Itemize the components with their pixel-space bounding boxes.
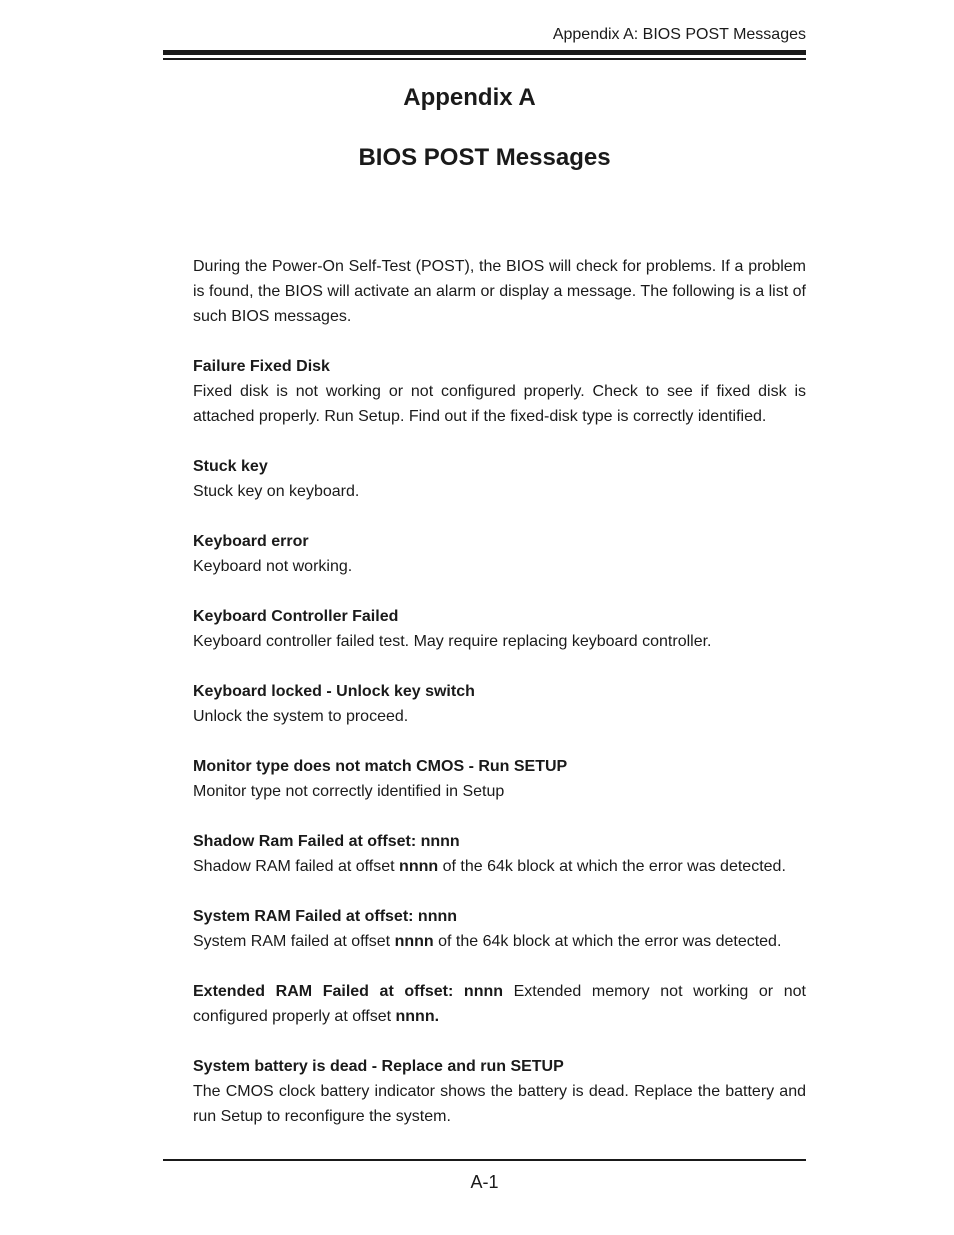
entry-description — [193, 929, 806, 954]
entry-title: Keyboard error — [193, 533, 309, 550]
header-rule-thick — [163, 50, 806, 55]
entry-description — [193, 979, 806, 1029]
entry-text-start: Extended memory not working or not configured properly at offset — [193, 983, 806, 1025]
entry-title: Failure Fixed Disk — [193, 358, 330, 375]
appendix-title: Appendix A — [403, 84, 536, 111]
chapter-title: BIOS POST Messages — [358, 144, 611, 171]
document-body — [193, 254, 806, 1154]
entry-system-ram — [193, 904, 806, 954]
entry-title: Keyboard locked - Unlock key switch — [193, 683, 475, 700]
entry-title: Keyboard Controller Failed — [193, 608, 399, 625]
entry-keyboard-locked — [193, 679, 806, 729]
entry-failure-fixed-disk — [193, 354, 806, 429]
intro-paragraph: During the Power-On Self-Test (POST), the BIOS will check for problems. If a problem is found, the BIOS will activate an alarm or display a message. The following is a list of such BIOS messages. — [193, 258, 806, 325]
entry-title: Monitor type does not match CMOS - Run SETUP — [193, 758, 568, 775]
entry-extended-ram — [193, 979, 806, 1029]
entry-description: Fixed disk is not working or not configured properly. Check to see if fixed disk is attached properly. Run Setup. Find out if the fixed-disk type is correctly identified. — [193, 383, 806, 425]
entry-description: Keyboard not working. — [193, 558, 353, 575]
running-header: Appendix A: BIOS POST Messages — [552, 26, 806, 43]
entry-keyboard-error — [193, 529, 806, 579]
entry-text-end: of the 64k block at which the error was detected. — [433, 933, 782, 950]
entry-stuck-key — [193, 454, 806, 504]
entry-battery-dead — [193, 1054, 806, 1129]
entry-title: Extended RAM Failed at offset: nnnn — [193, 983, 504, 1000]
entry-description: Keyboard controller failed test. May require replacing keyboard controller. — [193, 633, 712, 650]
entry-description: Unlock the system to proceed. — [193, 708, 409, 725]
header-rule-thin — [163, 58, 806, 60]
entry-description: Monitor type not correctly identified in Setup — [193, 783, 505, 800]
offset-code: nnnn — [394, 933, 434, 950]
entry-text-start: Shadow RAM failed at offset — [193, 858, 400, 875]
entry-monitor-type — [193, 754, 806, 804]
entry-shadow-ram — [193, 829, 806, 879]
entry-title: Shadow Ram Failed at offset: nnnn — [193, 833, 460, 850]
page-number: A-1 — [470, 1172, 499, 1192]
offset-code: nnnn. — [395, 1008, 440, 1025]
entry-title: Stuck key — [193, 458, 268, 475]
entry-title: System RAM Failed at offset: nnnn — [193, 908, 458, 925]
entry-description: The CMOS clock battery indicator shows the battery is dead. Replace the battery and run Setup to reconfigure the system. — [193, 1083, 806, 1125]
offset-code: nnnn — [399, 858, 439, 875]
entry-text-end: of the 64k block at which the error was detected. — [438, 858, 786, 875]
entry-keyboard-controller-failed — [193, 604, 806, 654]
entry-text-start: System RAM failed at offset — [193, 933, 395, 950]
entry-description: Stuck key on keyboard. — [193, 483, 360, 500]
entry-description — [193, 854, 806, 879]
footer-rule — [163, 1159, 806, 1161]
entry-title: System battery is dead - Replace and run SETUP — [193, 1058, 564, 1075]
